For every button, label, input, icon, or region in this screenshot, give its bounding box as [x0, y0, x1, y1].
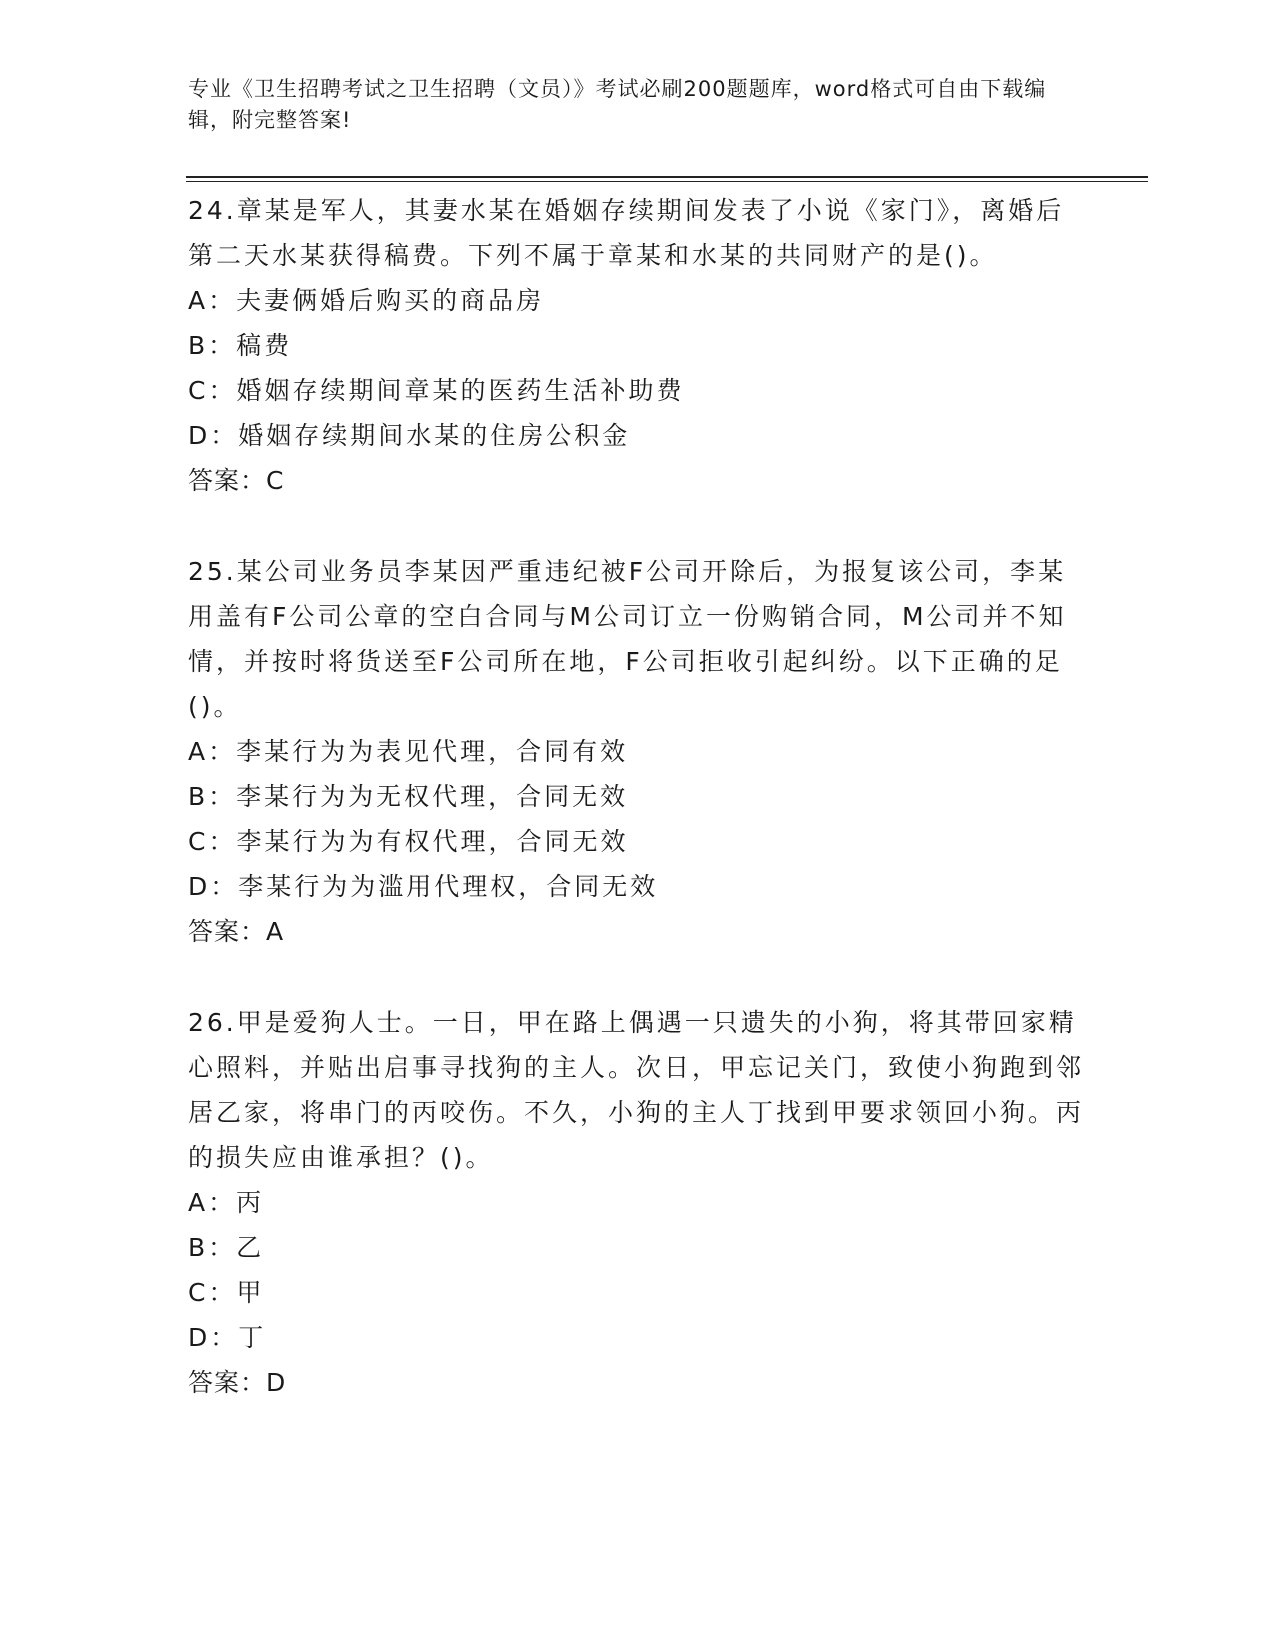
option-d: D：李某行为为滥用代理权，合同无效: [188, 872, 659, 901]
option-a: A：夫妻俩婚后购买的商品房: [188, 286, 545, 315]
option-c: C：婚姻存续期间章某的医药生活补助费: [188, 376, 685, 405]
header-divider-thin: [186, 181, 1148, 182]
option-a: A：李某行为为表见代理，合同有效: [188, 737, 629, 766]
question-26: [188, 1000, 1088, 1405]
question-stem: 26.甲是爱狗人士。一日，甲在路上偶遇一只遗失的小狗，将其带回家精心照料，并贴出启事寻找狗的主人。次日，甲忘记关门，致使小狗跑到邻居乙家，将串门的丙咬伤。不久，小狗的主人丁找到甲要求领回小狗。丙的损失应由谁承担？()。: [188, 1008, 1085, 1172]
option-a: A：丙: [188, 1188, 265, 1217]
answer-line: 答案：C: [188, 466, 285, 495]
option-c: C：甲: [188, 1278, 265, 1307]
document-header: 专业《卫生招聘考试之卫生招聘（文员）》考试必刷200题题库，word格式可自由下载编辑，附完整答案!: [188, 77, 1047, 132]
option-d: D：婚姻存续期间水某的住房公积金: [188, 421, 631, 450]
question-stem: 25.某公司业务员李某因严重违纪被F公司开除后，为报复该公司，李某用盖有F公司公章的空白合同与M公司订立一份购销合同，M公司并不知情，并按时将货送至F公司所在地，F公司拒收引起纠纷。以下正确的足()。: [188, 557, 1067, 721]
option-b: B：李某行为为无权代理，合同无效: [188, 782, 629, 811]
question-24: [188, 188, 1088, 503]
answer-line: 答案：A: [188, 917, 285, 946]
option-d: D：丁: [188, 1323, 267, 1352]
question-stem: 24.章某是军人，其妻水某在婚姻存续期间发表了小说《家门》，离婚后第二天水某获得稿费。下列不属于章某和水某的共同财产的是()。: [188, 196, 1065, 270]
option-b: B：稿费: [188, 331, 293, 360]
question-25: [188, 549, 1088, 954]
option-b: B：乙: [188, 1233, 265, 1262]
option-c: C：李某行为为有权代理，合同无效: [188, 827, 629, 856]
question-list: [188, 188, 1088, 1405]
answer-line: 答案：D: [188, 1368, 287, 1397]
header-divider-thick: [186, 176, 1148, 178]
